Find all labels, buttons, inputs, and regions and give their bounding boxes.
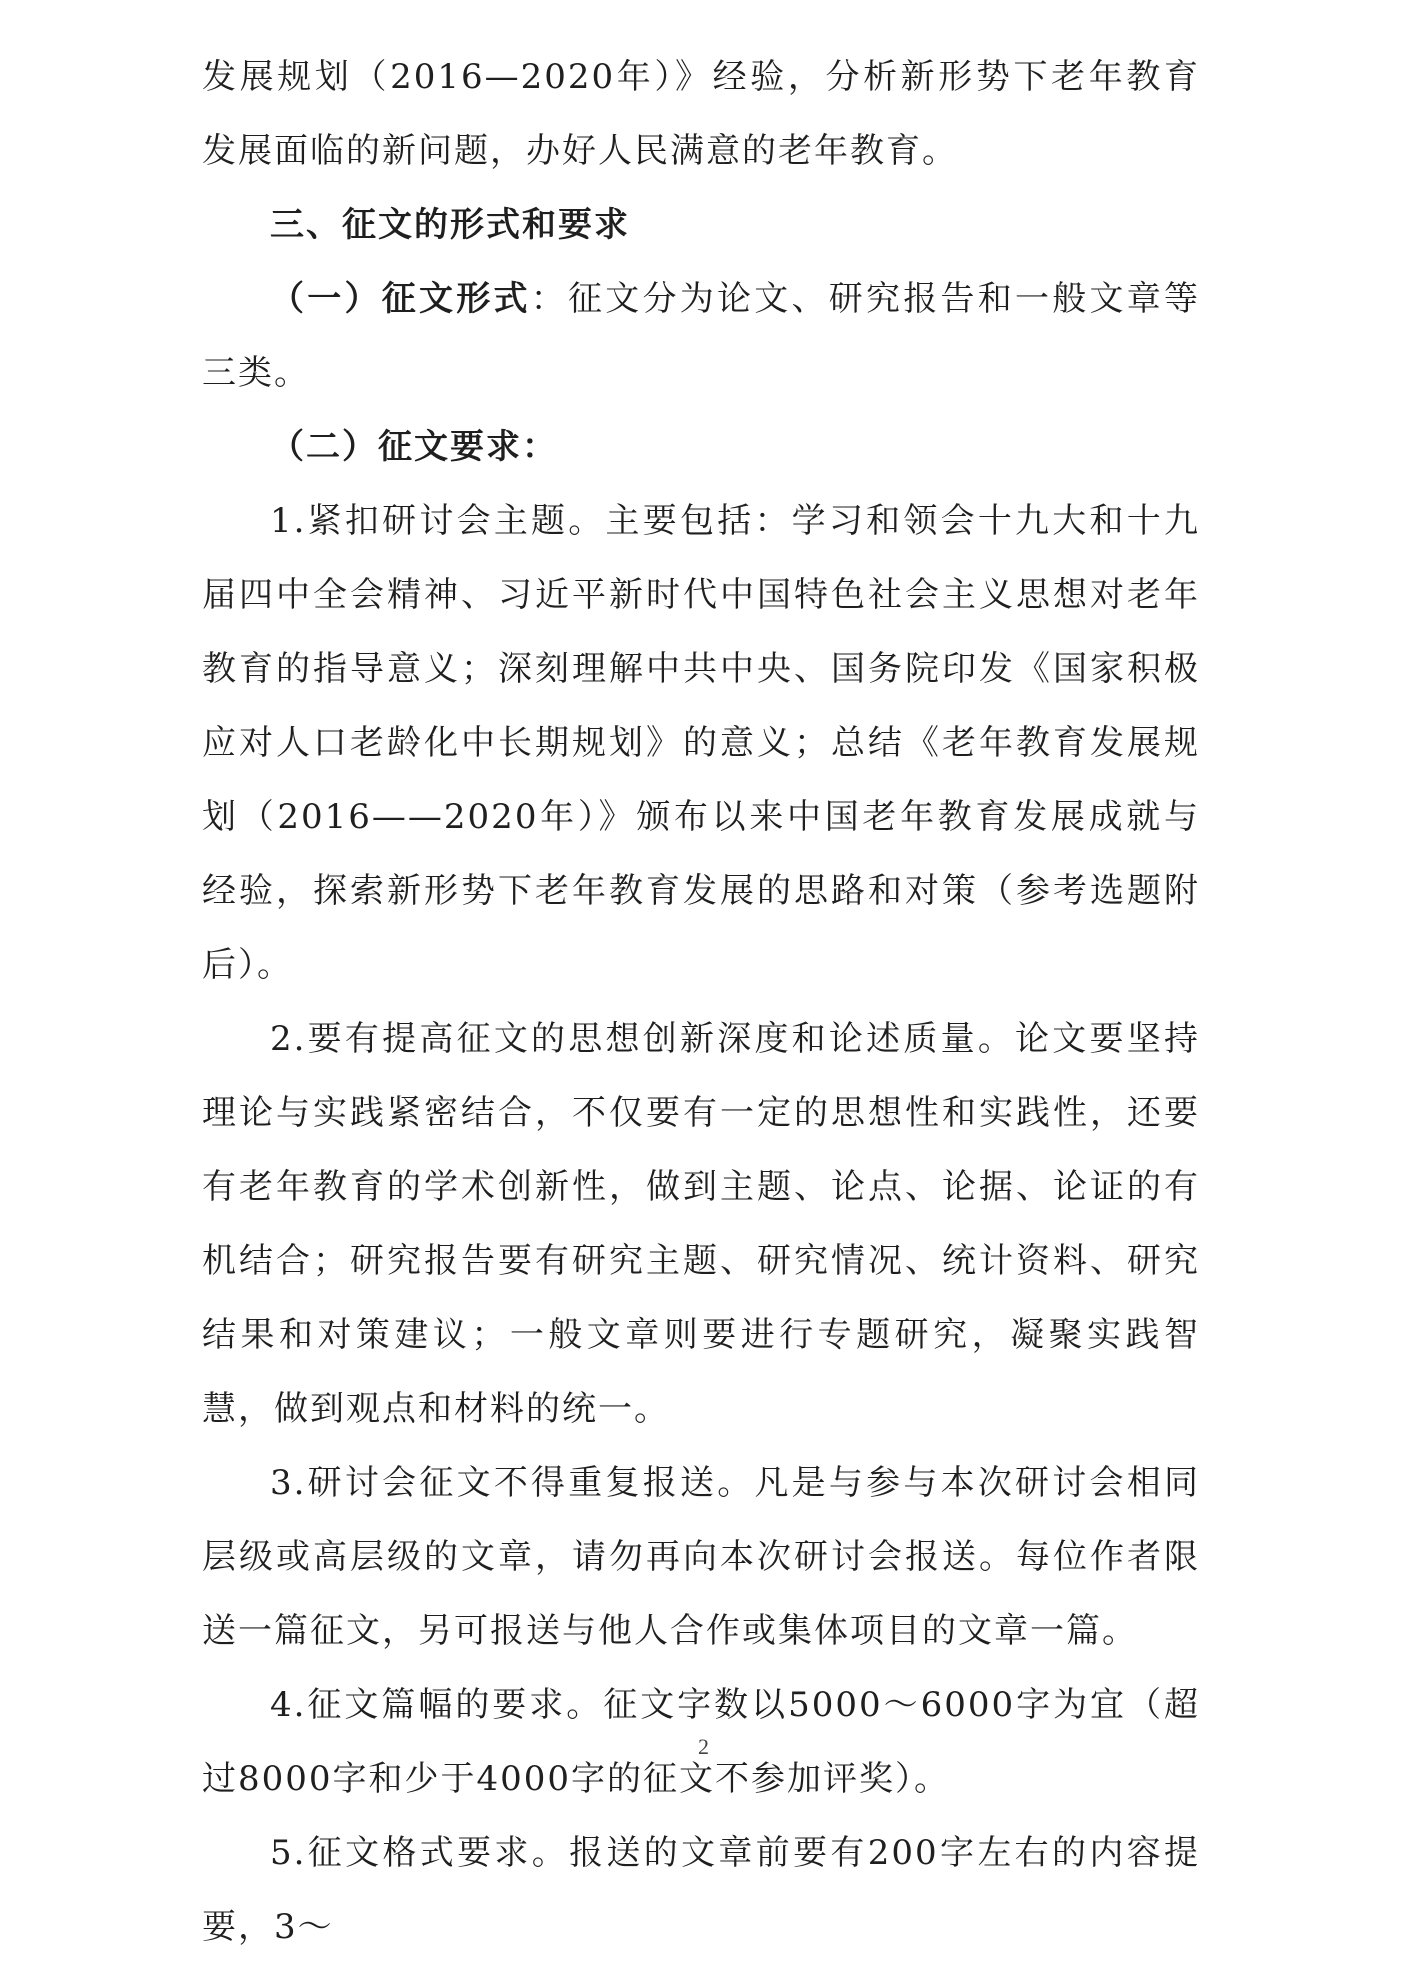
requirement-item-1: 1.紧扣研讨会主题。主要包括：学习和领会十九大和十九届四中全会精神、习近平新时代中国特色社会主义思想对老年教育的指导意义；深刻理解中共中央、国务院印发《国家积极应对人口老龄化中长期规划》的意义；总结《老年教育发展规划（2016——2020年）》颁布以来中国老年教育发展成就与经验，探索新形势下老年教育发展的思路和对策（参考选题附后）。	[202, 501, 1200, 985]
subsection-form-label: （一）征文形式	[270, 279, 531, 319]
subsection-form-text: ：征文分为论文、研究报告和一般文章等三类。	[202, 279, 1200, 393]
paragraph-continuation: 发展规划（2016—2020年）》经验，分析新形势下老年教育发展面临的新问题，办好人民满意的老年教育。	[202, 57, 1200, 171]
requirement-item-2: 2.要有提高征文的思想创新深度和论述质量。论文要坚持理论与实践紧密结合，不仅要有一定的思想性和实践性，还要有老年教育的学术创新性，做到主题、论点、论据、论证的有机结合；研究报告要有研究主题、研究情况、统计资料、研究结果和对策建议；一般文章则要进行专题研究，凝聚实践智慧，做到观点和材料的统一。	[202, 1019, 1200, 1429]
body-text	[202, 40, 1200, 1964]
requirement-item-4: 4.征文篇幅的要求。征文字数以5000～6000字为宜（超过8000字和少于4000字的征文不参加评奖）。	[202, 1685, 1200, 1799]
requirement-item-3: 3.研讨会征文不得重复报送。凡是与参与本次研讨会相同层级或高层级的文章，请勿再向本次研讨会报送。每位作者限送一篇征文，另可报送与他人合作或集体项目的文章一篇。	[202, 1463, 1200, 1651]
subsection-requirements-label: （二）征文要求：	[270, 427, 558, 467]
requirement-item-5: 5.征文格式要求。报送的文章前要有200字左右的内容提要，3～	[202, 1833, 1200, 1947]
page-number: 2	[698, 1734, 709, 1759]
subsection-form	[202, 262, 1200, 410]
section-heading: 三、征文的形式和要求	[270, 205, 630, 245]
